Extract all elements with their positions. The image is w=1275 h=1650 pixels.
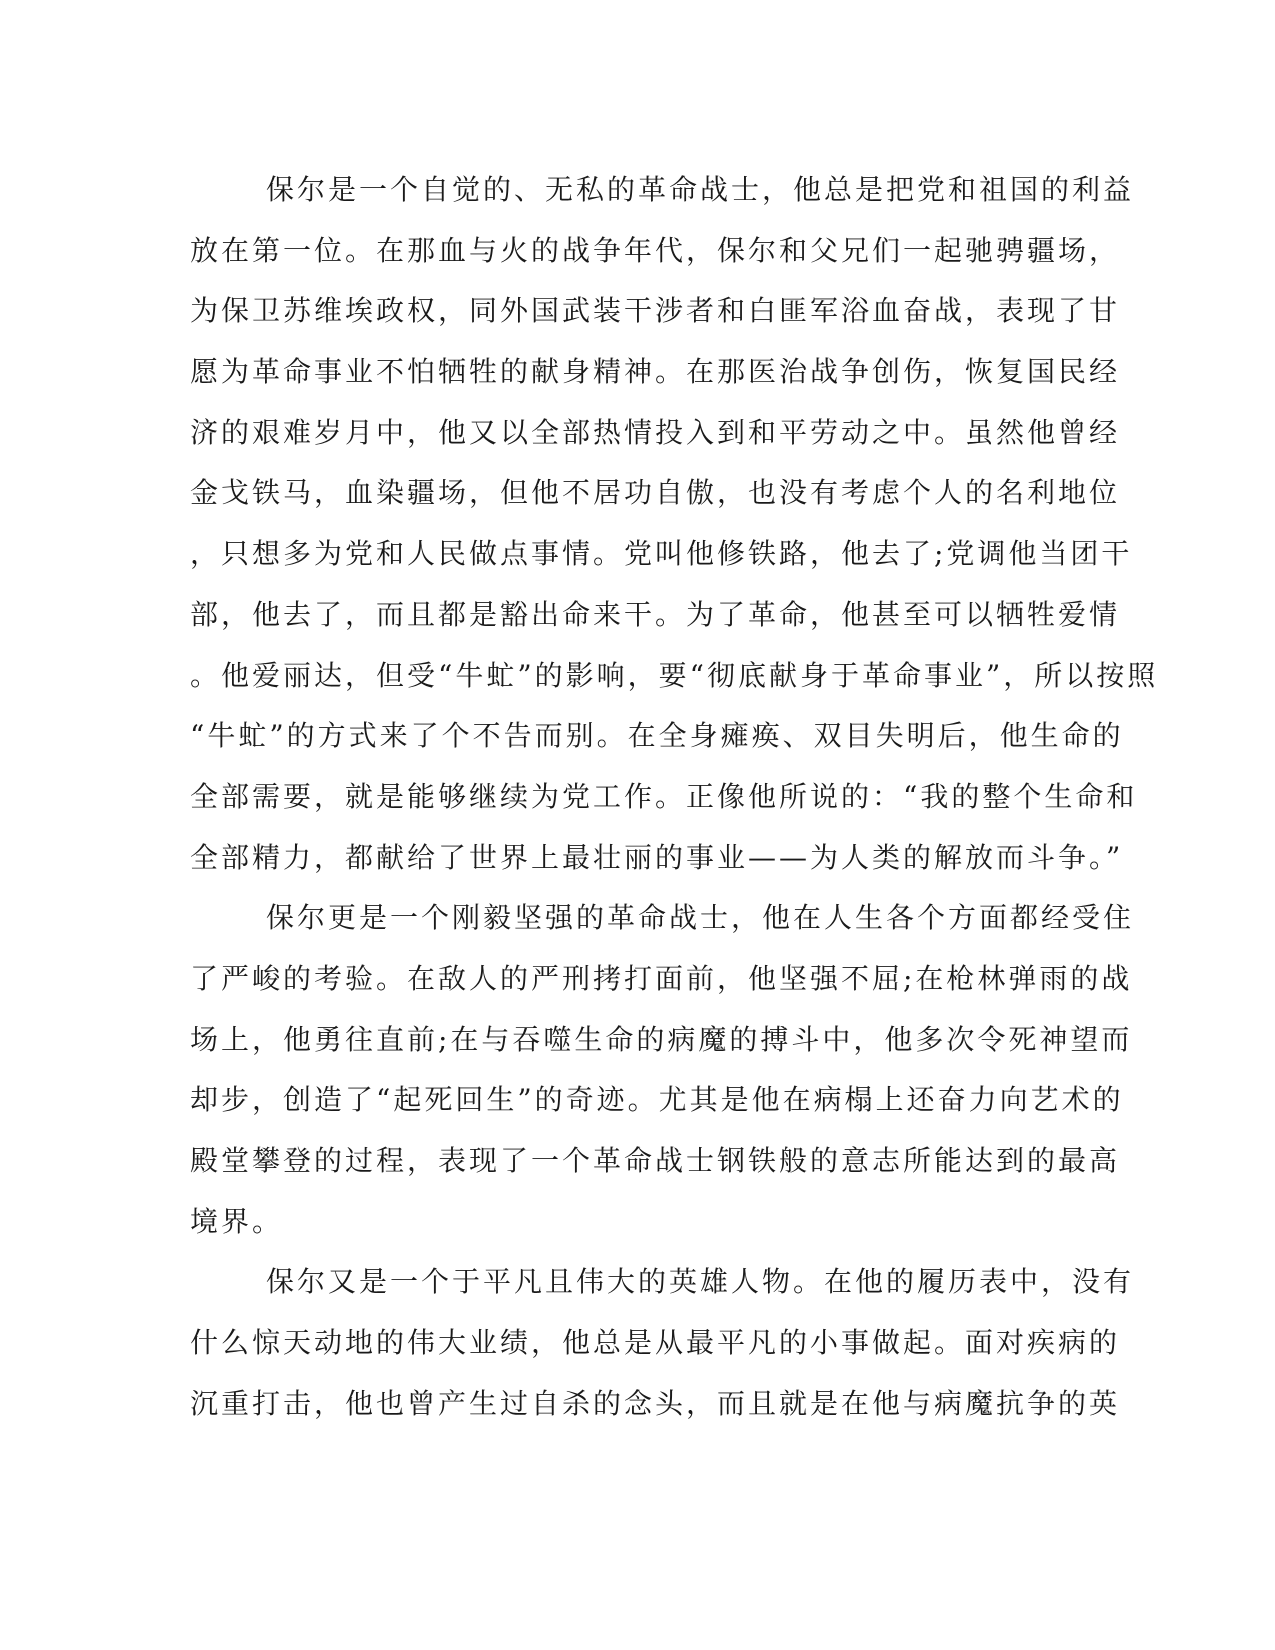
document-body (190, 160, 1159, 1434)
paragraph-1-line-6: 金戈铁马，血染疆场，但他不居功自傲，也没有考虑个人的名利地位 (190, 476, 1121, 510)
paragraph-2-line-4: 却步，创造了“起死回生”的奇迹。尤其是他在病榻上还奋力向艺术的 (190, 1083, 1124, 1117)
paragraph-1-line-11: 全部需要，就是能够继续为党工作。正像他所说的：“我的整个生命和 (190, 779, 1138, 813)
paragraph-2-line-1: 保尔更是一个刚毅坚强的革命战士，他在人生各个方面都经受住 (266, 901, 1135, 935)
paragraph-1-line-3: 为保卫苏维埃政权，同外国武装干涉者和白匪军浴血奋战，表现了甘 (190, 294, 1121, 328)
paragraph-2-line-3: 场上，他勇往直前;在与吞噬生命的病魔的搏斗中，他多次令死神望而 (190, 1022, 1133, 1056)
paragraph-3-line-3: 沉重打击，他也曾产生过自杀的念头，而且就是在他与病魔抗争的英 (190, 1386, 1121, 1420)
paragraph-1-line-4: 愿为革命事业不怕牺牲的献身精神。在那医治战争创伤，恢复国民经 (190, 355, 1121, 389)
paragraph-1-line-7: ，只想多为党和人民做点事情。党叫他修铁路，他去了;党调他当团干 (190, 537, 1133, 571)
paragraph-1-line-12: 全部精力，都献给了世界上最壮丽的事业——为人类的解放而斗争。” (190, 840, 1124, 874)
paragraph-1-line-2: 放在第一位。在那血与火的战争年代，保尔和父兄们一起驰骋疆场， (190, 233, 1121, 267)
paragraph-1-line-9: 。他爱丽达，但受“牛虻”的影响，要“彻底献身于革命事业”，所以按照 (190, 658, 1159, 692)
paragraph-1-line-1: 保尔是一个自觉的、无私的革命战士，他总是把党和祖国的利益 (266, 173, 1135, 206)
paragraph-2-line-6: 境界。 (190, 1204, 284, 1238)
paragraph-1-line-8: 部，他去了，而且都是豁出命来干。为了革命，他甚至可以牺牲爱情 (190, 597, 1121, 631)
paragraph-3-line-1: 保尔又是一个于平凡且伟大的英雄人物。在他的履历表中，没有 (266, 1265, 1135, 1299)
paragraph-3-line-2: 什么惊天动地的伟大业绩，他总是从最平凡的小事做起。面对疾病的 (190, 1326, 1121, 1360)
paragraph-2-line-5: 殿堂攀登的过程，表现了一个革命战士钢铁般的意志所能达到的最高 (190, 1144, 1121, 1177)
paragraph-1-line-5: 济的艰难岁月中，他又以全部热情投入到和平劳动之中。虽然他曾经 (190, 415, 1121, 449)
paragraph-2-line-2: 了严峻的考验。在敌人的严刑拷打面前，他坚强不屈;在枪林弹雨的战 (190, 961, 1133, 995)
paragraph-1-line-10: “牛虻”的方式来了个不告而别。在全身瘫痪、双目失明后，他生命的 (190, 719, 1124, 753)
